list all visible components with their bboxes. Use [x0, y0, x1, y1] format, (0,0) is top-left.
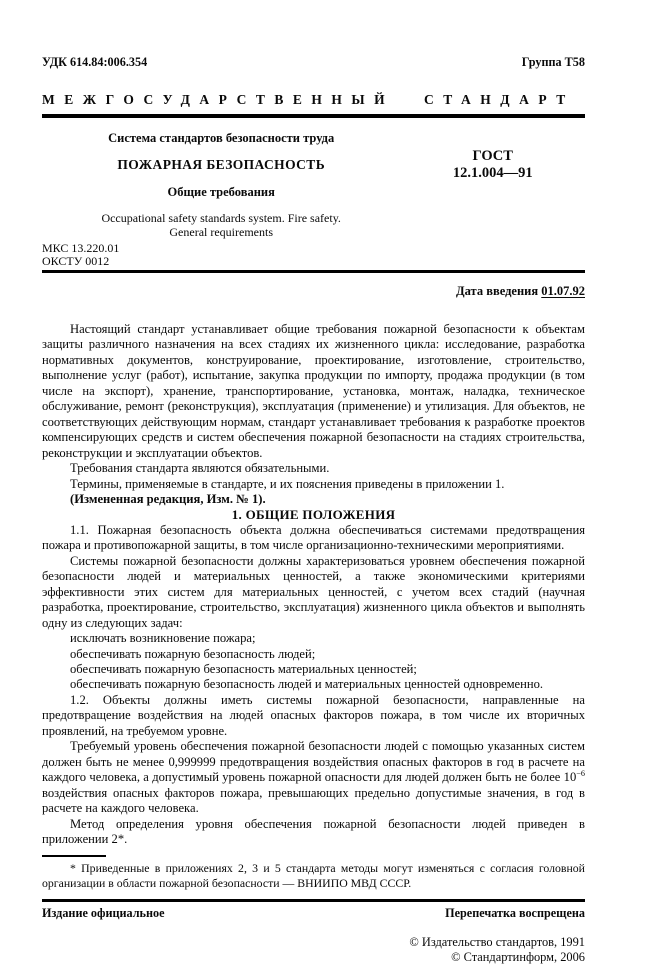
paragraph-systems: Системы пожарной безопасности должны характеризоваться уровнем обеспечения пожарной безопасности людей и материальных ценностей, а также экономическими критериями эффективности этих систем для материальных ценностей, с учетом всех стадий (научная разработка, проектирование, строительство, эксплуатация) жизненного цикла объектов и выполнять одну из следующих задач:	[42, 553, 585, 630]
copyright-line: © Стандартинформ, 2006	[451, 950, 585, 965]
classification-codes	[42, 242, 585, 267]
introduction-date-value: 01.07.92	[541, 284, 585, 298]
section-1-heading: 1. ОБЩИЕ ПОЛОЖЕНИЯ	[231, 507, 396, 523]
gost-designation	[400, 148, 585, 239]
standard-kind-title: МЕЖГОСУДАРСТВЕННЫЙ СТАНДАРТ	[42, 92, 575, 107]
task-item: обеспечивать пожарную безопасность материальных ценностей;	[70, 661, 417, 676]
document-body	[42, 322, 585, 847]
codes-divider-rule	[42, 270, 585, 273]
footnote-text: * Приведенные в приложениях 2, 3 и 5 стандарта методы могут изменяться с согласия головной организации в области пожарной безопасности — ВНИИПО МВД СССР.	[42, 861, 585, 890]
introduction-date-label: Дата введения	[456, 284, 539, 298]
title-left-column	[42, 131, 400, 239]
document-title: ПОЖАРНАЯ БЕЗОПАСНОСТЬ	[117, 157, 326, 172]
title-block	[42, 131, 585, 239]
header-divider-rule	[42, 114, 585, 118]
copyright-block	[42, 935, 585, 966]
okstu-code: ОКСТУ 0012	[42, 253, 110, 268]
paragraph-required-level	[42, 739, 585, 816]
paragraph-terms: Термины, применяемые в стандарте, и их пояснения приведены в приложении 1.	[70, 476, 505, 491]
document-subtitle: Общие требования	[167, 185, 275, 199]
task-item: исключать возникновение пожара;	[70, 631, 256, 646]
copyright-line: © Издательство стандартов, 1991	[409, 934, 585, 949]
english-title-line1: Occupational safety standards system. Fire safety.	[101, 211, 341, 225]
required-level-text-after: воздействия опасных факторов пожара, превышающих предельно допустимые значения, в год в расчете на каждого человека.	[42, 785, 585, 816]
footer-row	[42, 906, 585, 920]
paragraph-scope: Настоящий стандарт устанавливает общие требования пожарной безопасности к объектам защиты различного назначения на всех стадиях их жизненного цикла: исследование, разработка нормативных документов, конструирование, проектирование, изготовление, строительство, выполнение услуг (работ), испытание, закупка продукции по импорту, продажа продукции (в том числе на экспорт), хранение, транспортирование, установка, монтаж, наладка, техническое обслуживание, ремонт (реконструкция), эксплуатация (применение) и утилизация. Для объектов, не соответствующих действующим нормам, стандарт устанавливает требования к разработке проектов компенсирующих средств и систем обеспечения пожарной безопасности на стадиях строительства, реконструкции и эксплуатации объектов.	[42, 322, 585, 460]
footnote-separator-rule	[42, 855, 106, 857]
task-item: обеспечивать пожарную безопасность людей;	[70, 646, 316, 661]
group-code: Группа Т58	[521, 55, 585, 69]
paragraph-method: Метод определения уровня обеспечения пожарной безопасности людей приведен в приложении 2*.	[42, 816, 585, 846]
mks-code: МКС 13.220.01	[42, 241, 120, 255]
standards-system-name: Система стандартов безопасности труда	[108, 131, 335, 145]
paragraph-mandatory: Требования стандарта являются обязательными.	[70, 461, 330, 476]
footer-divider-rule	[42, 899, 585, 902]
english-title-line2: General requirements	[169, 225, 273, 239]
required-level-text-before: Требуемый уровень обеспечения пожарной безопасности людей с помощью указанных систем должен быть не менее 0,999999 предотвращения воздействия опасных факторов в год в расчете на каждого человека, а допустимый уровень пожарной опасности для людей должен быть не более 10	[42, 739, 585, 785]
task-item: обеспечивать пожарную безопасность людей и материальных ценностей одновременно.	[70, 677, 544, 692]
classification-row	[42, 55, 585, 69]
paragraph-1-1: 1.1. Пожарная безопасность объекта должна обеспечиваться системами предотвращения пожара и противопожарной защиты, в том числе организационно-техническими мероприятиями.	[42, 522, 585, 553]
english-title	[42, 211, 400, 239]
paragraph-1-2: 1.2. Объекты должны иметь системы пожарной безопасности, направленные на предотвращение воздействия на людей опасных факторов пожара, в том числе их вторичных проявлений, на требуемом уровне.	[42, 692, 585, 738]
footnote-block	[42, 855, 585, 889]
exponent-superscript: −6	[576, 768, 585, 778]
introduction-date	[42, 284, 585, 299]
reprint-prohibited-label: Перепечатка воспрещена	[445, 905, 585, 920]
official-edition-label: Издание официальное	[42, 905, 165, 920]
amended-edition-note: (Измененная редакция, Изм. № 1).	[70, 491, 266, 506]
udk-code: УДК 614.84:006.354	[42, 55, 148, 69]
gost-number: 12.1.004—91	[452, 165, 533, 181]
gost-label: ГОСТ	[472, 148, 513, 164]
